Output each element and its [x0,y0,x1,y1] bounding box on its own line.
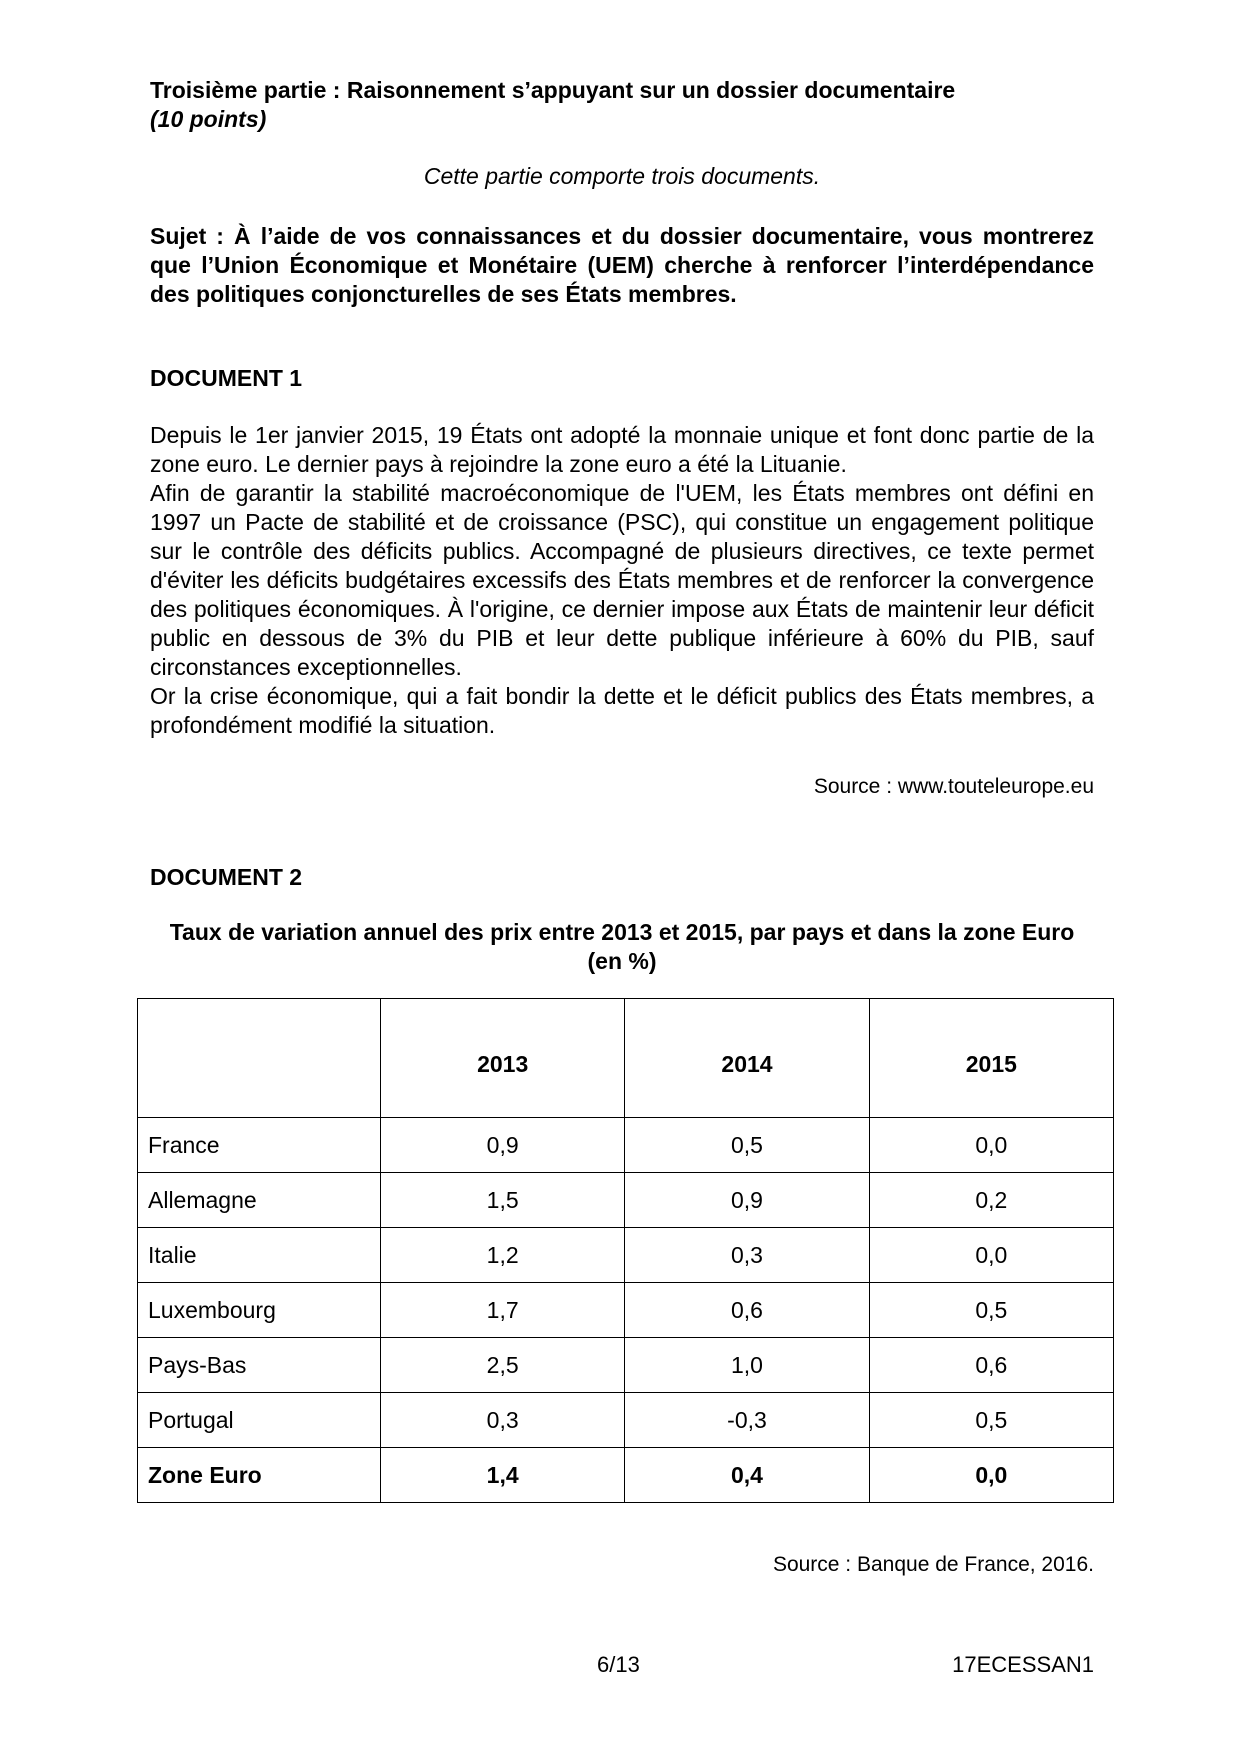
table-row [138,1173,1114,1228]
document-1-source: Source : www.touteleurope.eu [813,775,1094,798]
value-cell: 2,5 [381,1338,625,1393]
part-points: (10 points) [150,106,267,132]
table-title: Taux de variation annuel des prix entre 2013 et 2015, par pays et dans la zone Euro (en %) [169,919,1075,974]
value-cell: 1,4 [381,1448,625,1503]
value-cell: 0,5 [869,1393,1113,1448]
table-row [138,1118,1114,1173]
value-cell: 0,4 [625,1448,869,1503]
value-cell: 0,5 [869,1283,1113,1338]
country-cell: Allemagne [138,1173,381,1228]
value-cell: 0,3 [381,1393,625,1448]
value-cell: 0,2 [869,1173,1113,1228]
value-cell: 0,0 [869,1118,1113,1173]
table-row [138,1338,1114,1393]
document-1-body [150,421,1094,740]
document-2-source: Source : Banque de France, 2016. [772,1553,1094,1576]
table-header-row [138,999,1114,1118]
value-cell: 0,9 [625,1173,869,1228]
value-cell: -0,3 [625,1393,869,1448]
document-1-heading: DOCUMENT 1 [150,365,303,391]
table-header-2013: 2013 [381,999,625,1118]
value-cell: 0,0 [869,1228,1113,1283]
value-cell: 1,0 [625,1338,869,1393]
country-cell: France [138,1118,381,1173]
value-cell: 1,2 [381,1228,625,1283]
table-header-2015: 2015 [869,999,1113,1118]
part-title: Troisième partie : Raisonnement s’appuyant sur un dossier documentaire [150,77,956,103]
document-2-heading: DOCUMENT 2 [150,864,303,890]
document-1-paragraph-2: Afin de garantir la stabilité macroéconomique de l'UEM, les États membres ont défini en 1997 un Pacte de stabilité et de croissance (PSC), qui constitue un engagement politique sur le contrôle des déficits publics. Accompagné de plusieurs directives, ce texte permet d'éviter les déficits budgétaires excessifs des États membres et de renforcer la convergence des politiques économiques. À l'origine, ce dernier impose aux États de maintenir leur déficit public en dessous de 3% du PIB et leur dette publique inférieure à 60% du PIB, sauf circonstances exceptionnelles. [150,480,1094,680]
country-cell: Portugal [138,1393,381,1448]
country-cell: Italie [138,1228,381,1283]
price-variation-table [137,998,1114,1503]
table-row [138,1228,1114,1283]
part-heading [150,76,955,134]
value-cell: 0,0 [869,1448,1113,1503]
value-cell: 1,7 [381,1283,625,1338]
value-cell: 0,6 [625,1283,869,1338]
value-cell: 0,6 [869,1338,1113,1393]
document-1-paragraph-1: Depuis le 1er janvier 2015, 19 États ont adopté la monnaie unique et font donc partie de la zone euro. Le dernier pays à rejoindre la zone euro a été la Lituanie. [150,422,1094,477]
page-number: 6/13 [597,1652,640,1677]
value-cell: 0,5 [625,1118,869,1173]
table-header-corner [138,999,381,1118]
table-header-2014: 2014 [625,999,869,1118]
value-cell: 1,5 [381,1173,625,1228]
value-cell: 0,3 [625,1228,869,1283]
country-cell: Zone Euro [138,1448,381,1503]
subject-text: Sujet : À l’aide de vos connaissances et du dossier documentaire, vous montrerez que l’Union Économique et Monétaire (UEM) cherche à renforcer l’interdépendance des politiques conjoncturelles de ses États membres. [150,223,1094,307]
table-row [138,1393,1114,1448]
country-cell: Pays-Bas [138,1338,381,1393]
intro-text: Cette partie comporte trois documents. [423,163,821,189]
document-1-paragraph-3: Or la crise économique, qui a fait bondir la dette et le déficit publics des États membres, a profondément modifié la situation. [150,683,1094,738]
table-row-total [138,1448,1114,1503]
table-row [138,1283,1114,1338]
exam-reference: 17ECESSAN1 [952,1652,1094,1677]
value-cell: 0,9 [381,1118,625,1173]
country-cell: Luxembourg [138,1283,381,1338]
